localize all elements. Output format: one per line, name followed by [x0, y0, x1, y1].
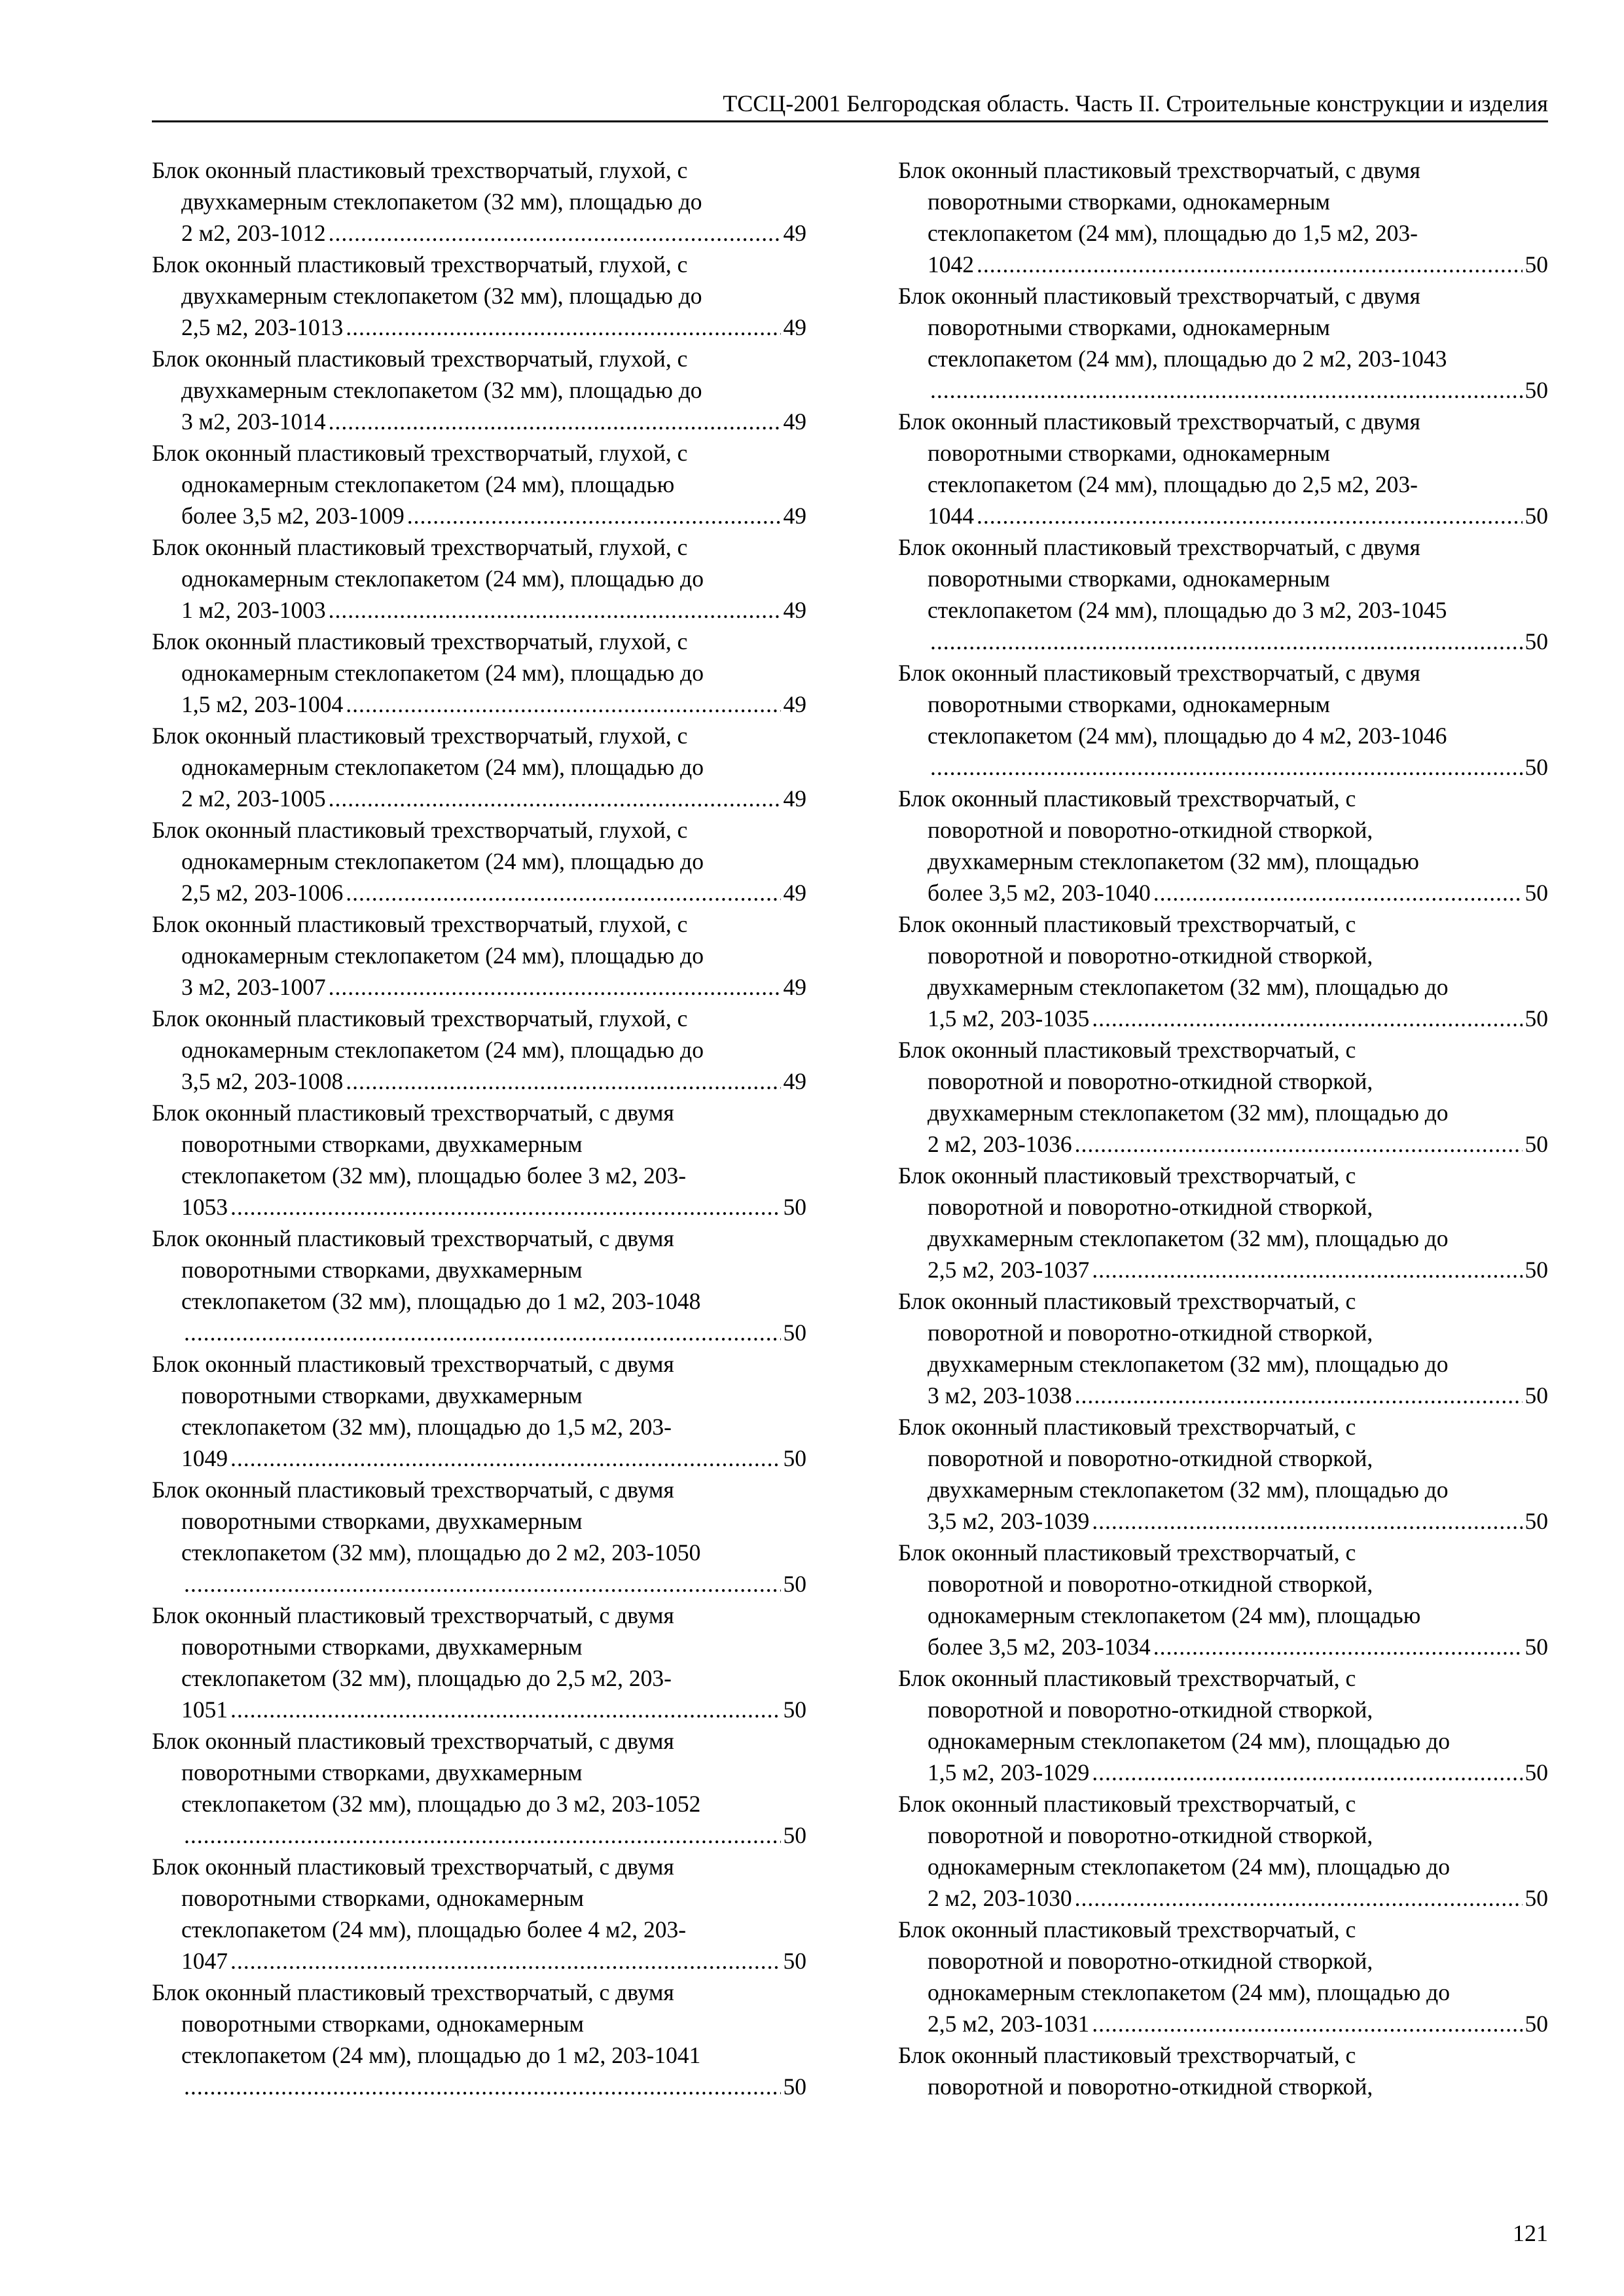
index-entry-line: Блок оконный пластиковый трехстворчатый, с двумя [152, 1854, 674, 1880]
index-entry-line: стеклопакетом (24 мм), площадью до 1,5 м2, 203- [928, 220, 1418, 246]
index-entry-line: Блок оконный пластиковый трехстворчатый, с двумя [898, 660, 1420, 686]
index-entry [152, 814, 806, 908]
index-entry [898, 1034, 1548, 1160]
index-entry [898, 154, 1548, 280]
dot-leader [1153, 1631, 1523, 1662]
index-entry-line: Блок оконный пластиковый трехстворчатый, с [898, 2042, 1356, 2068]
index-entry-text: 2 м2, 203-1012 [181, 220, 326, 246]
index-entry-line [152, 594, 806, 626]
index-entry-line [898, 1380, 1548, 1411]
index-entry-line: Блок оконный пластиковый трехстворчатый, с двумя [152, 1477, 674, 1503]
index-entry-line: Блок оконный пластиковый трехстворчатый, с двумя [898, 283, 1420, 309]
index-page-ref: 50 [1525, 754, 1548, 780]
dot-leader [1075, 1380, 1523, 1411]
index-entry-line: Блок оконный пластиковый трехстворчатый, с [898, 911, 1356, 937]
dot-leader [184, 2071, 781, 2102]
index-entry-text: 2,5 м2, 203-1031 [928, 2011, 1090, 2037]
index-entry-text: 3,5 м2, 203-1039 [928, 1508, 1090, 1534]
index-entry-line [898, 500, 1548, 531]
dot-leader [977, 500, 1523, 531]
index-entry [898, 783, 1548, 908]
index-entry-line [152, 1568, 806, 1600]
index-entry [152, 1097, 806, 1223]
index-entry [152, 626, 806, 720]
dot-leader [329, 406, 781, 437]
index-entry-line [898, 374, 1548, 406]
index-page-ref: 49 [783, 691, 806, 717]
index-entry [152, 154, 806, 249]
index-entry-line: поворотными створками, однокамерным [928, 440, 1331, 466]
index-page-ref: 50 [783, 1194, 806, 1220]
index-entry-text: более 3,5 м2, 203-1009 [181, 503, 405, 529]
index-entry-line: поворотной и поворотно-откидной створкой, [928, 1948, 1373, 1974]
index-page-ref: 49 [783, 880, 806, 906]
index-entry-line: Блок оконный пластиковый трехстворчатый, с двумя [898, 408, 1420, 435]
index-entry-line: Блок оконный пластиковый трехстворчатый, с двумя [898, 157, 1420, 183]
index-entry-text: 3 м2, 203-1007 [181, 974, 326, 1000]
index-entry-line: Блок оконный пластиковый трехстворчатый, с [898, 1414, 1356, 1440]
index-entry-line: Блок оконный пластиковый трехстворчатый, с [898, 1162, 1356, 1189]
dot-leader [230, 1945, 781, 1977]
index-page-ref: 50 [1525, 1885, 1548, 1911]
index-entry-line: Блок оконный пластиковый трехстворчатый, с [898, 1791, 1356, 1817]
index-entry-line [152, 2071, 806, 2102]
index-page-ref: 50 [783, 1319, 806, 1346]
dot-leader [407, 500, 781, 531]
index-entry-line: однокамерным стеклопакетом (24 мм), площадью до [928, 1979, 1450, 2005]
index-entry [898, 1160, 1548, 1285]
index-entry-line: поворотной и поворотно-откидной створкой, [928, 1194, 1373, 1220]
dot-leader [346, 877, 780, 908]
index-entry [898, 1411, 1548, 1537]
dot-leader [329, 594, 781, 626]
index-entry-line: двухкамерным стеклопакетом (32 мм), площадью до [181, 377, 702, 403]
index-entry-line: стеклопакетом (24 мм), площадью до 2 м2, 203-1043 [928, 346, 1447, 372]
index-entry-line [152, 1191, 806, 1223]
index-entry-line: однокамерным стеклопакетом (24 мм), площадью до [928, 1854, 1450, 1880]
index-entry [898, 1662, 1548, 1788]
page-number: 121 [1513, 2220, 1548, 2246]
index-page-ref: 50 [783, 1696, 806, 1723]
dot-leader [930, 374, 1523, 406]
index-entry-line [152, 783, 806, 814]
index-entry-line [152, 877, 806, 908]
dot-leader [1092, 1505, 1522, 1537]
index-entry-line: Блок оконный пластиковый трехстворчатый, глухой, с [152, 534, 688, 560]
index-entry [898, 531, 1548, 657]
index-entry [152, 1474, 806, 1600]
index-entry-text: более 3,5 м2, 203-1040 [928, 880, 1151, 906]
index-entry [898, 657, 1548, 783]
index-entry-line: Блок оконный пластиковый трехстворчатый, с [898, 785, 1356, 812]
index-entry-line: Блок оконный пластиковый трехстворчатый, глухой, с [152, 440, 688, 466]
index-entry-line: стеклопакетом (32 мм), площадью до 3 м2, 203-1052 [181, 1791, 701, 1817]
index-entry [152, 1725, 806, 1851]
index-entry-line [152, 1820, 806, 1851]
index-entry-text: 1051 [181, 1696, 228, 1723]
index-entry [152, 343, 806, 437]
index-entry [898, 1788, 1548, 1914]
dot-leader [1092, 1254, 1522, 1285]
index-entry-line: двухкамерным стеклопакетом (32 мм), площадью до [928, 1225, 1449, 1251]
index-entry-line: Блок оконный пластиковый трехстворчатый, с двумя [152, 1225, 674, 1251]
index-page-ref: 50 [1525, 628, 1548, 655]
dot-leader [346, 689, 780, 720]
index-entry [152, 1223, 806, 1348]
index-entry-line: поворотной и поворотно-откидной створкой, [928, 1822, 1373, 1848]
index-entry-line: Блок оконный пластиковый трехстворчатый, глухой, с [152, 628, 688, 655]
index-entry-text: 1,5 м2, 203-1004 [181, 691, 344, 717]
index-entry-line [898, 1882, 1548, 1914]
index-entry-line: однокамерным стеклопакетом (24 мм), площадью [181, 471, 675, 497]
index-entry-text: 1 м2, 203-1003 [181, 597, 326, 623]
index-entry-line: двухкамерным стеклопакетом (32 мм), площадью до [928, 974, 1449, 1000]
index-entry-line [152, 971, 806, 1003]
index-entry-line: двухкамерным стеклопакетом (32 мм), площадью до [181, 283, 702, 309]
index-entry-line [152, 1945, 806, 1977]
index-entry-line [898, 877, 1548, 908]
dot-leader [329, 783, 781, 814]
index-entry-text: 2,5 м2, 203-1037 [928, 1257, 1090, 1283]
dot-leader [230, 1191, 781, 1223]
index-entry [898, 1914, 1548, 2039]
index-entry-text: 2 м2, 203-1036 [928, 1131, 1072, 1157]
index-entry-line [898, 626, 1548, 657]
index-entry-text: 2 м2, 203-1005 [181, 785, 326, 812]
index-entry-line: поворотной и поворотно-откидной створкой, [928, 1445, 1373, 1471]
dot-leader [1075, 1128, 1523, 1160]
index-entry-line: однокамерным стеклопакетом (24 мм), площадью до [181, 1037, 704, 1063]
index-page-ref: 50 [1525, 1634, 1548, 1660]
index-page-ref: 50 [1525, 1759, 1548, 1785]
index-entry-line: Блок оконный пластиковый трехстворчатый, глухой, с [152, 251, 688, 278]
index-column-right [898, 154, 1548, 2102]
index-entry-line [898, 1631, 1548, 1662]
dot-leader [930, 626, 1523, 657]
index-entry-line: Блок оконный пластиковый трехстворчатый, глухой, с [152, 346, 688, 372]
index-page-ref: 49 [783, 314, 806, 340]
index-entry-line: Блок оконный пластиковый трехстворчатый, с [898, 1665, 1356, 1691]
index-entry [898, 908, 1548, 1034]
index-entry-line [152, 500, 806, 531]
index-entry-line [898, 1505, 1548, 1537]
index-entry-line: стеклопакетом (24 мм), площадью более 4 м2, 203- [181, 1916, 687, 1943]
index-entry-line [152, 406, 806, 437]
index-entry-line: поворотной и поворотно-откидной створкой, [928, 1319, 1373, 1346]
index-entry-line: поворотной и поворотно-откидной створкой, [928, 1068, 1373, 1094]
dot-leader [230, 1443, 781, 1474]
index-entry-line: стеклопакетом (32 мм), площадью до 1,5 м2, 203- [181, 1414, 672, 1440]
index-entry-line: поворотной и поворотно-откидной створкой, [928, 2073, 1373, 2100]
index-entry-line: Блок оконный пластиковый трехстворчатый, с двумя [152, 1979, 674, 2005]
index-page-ref: 49 [783, 1068, 806, 1094]
index-entry-line [152, 312, 806, 343]
index-entry-line: Блок оконный пластиковый трехстворчатый, с двумя [152, 1602, 674, 1628]
index-entry-text: 1049 [181, 1445, 228, 1471]
index-entry-line: однокамерным стеклопакетом (24 мм), площадью до [928, 1728, 1450, 1754]
index-entry-line: стеклопакетом (24 мм), площадью до 2,5 м2, 203- [928, 471, 1418, 497]
index-entry-line: Блок оконный пластиковый трехстворчатый, с двумя [898, 534, 1420, 560]
index-page-ref: 50 [1525, 1382, 1548, 1408]
index-entry [152, 249, 806, 343]
index-entry-line: поворотными створками, однокамерным [928, 691, 1331, 717]
dot-leader [346, 312, 780, 343]
dot-leader [329, 971, 781, 1003]
index-entry-text: 1047 [181, 1948, 228, 1974]
index-entry-text: 2 м2, 203-1030 [928, 1885, 1072, 1911]
dot-leader [184, 1820, 781, 1851]
index-entry-line [152, 1066, 806, 1097]
index-entry-line: стеклопакетом (32 мм), площадью до 2,5 м2, 203- [181, 1665, 672, 1691]
index-entry-line: поворотными створками, двухкамерным [181, 1131, 583, 1157]
index-page-ref: 50 [1525, 2011, 1548, 2037]
index-entry-line: стеклопакетом (24 мм), площадью до 4 м2, 203-1046 [928, 723, 1447, 749]
dot-leader [1092, 1757, 1522, 1788]
index-entry-line: поворотными створками, однокамерным [181, 1885, 585, 1911]
index-entry-line [152, 689, 806, 720]
index-entry-line [152, 1317, 806, 1348]
index-entry-line [898, 751, 1548, 783]
index-entry-line: Блок оконный пластиковый трехстворчатый, глухой, с [152, 817, 688, 843]
index-entry [152, 720, 806, 814]
index-entry-line: поворотной и поворотно-откидной створкой, [928, 942, 1373, 969]
index-entry-line: поворотными створками, двухкамерным [181, 1508, 583, 1534]
index-entry-line: Блок оконный пластиковый трехстворчатый, с двумя [152, 1351, 674, 1377]
index-page-ref: 50 [1525, 1257, 1548, 1283]
index-entry-line: стеклопакетом (32 мм), площадью более 3 м2, 203- [181, 1162, 687, 1189]
index-entry [898, 280, 1548, 406]
index-entry-line: поворотными створками, однокамерным [928, 188, 1331, 215]
header-rule [152, 120, 1548, 122]
index-entry-line: поворотными створками, однокамерным [928, 314, 1331, 340]
index-page-ref: 50 [1525, 377, 1548, 403]
index-entry-line: поворотной и поворотно-откидной створкой, [928, 1696, 1373, 1723]
index-page-ref: 49 [783, 408, 806, 435]
dot-leader [930, 751, 1523, 783]
index-entry-line [898, 249, 1548, 280]
index-entry-line [152, 217, 806, 249]
index-entry-text: 3 м2, 203-1014 [181, 408, 326, 435]
index-page-ref: 50 [783, 1822, 806, 1848]
index-entry [898, 1285, 1548, 1411]
dot-leader [1092, 2008, 1522, 2039]
dot-leader [329, 217, 781, 249]
dot-leader [1075, 1882, 1523, 1914]
index-entry-line [152, 1443, 806, 1474]
index-entry-line: стеклопакетом (24 мм), площадью до 3 м2, 203-1045 [928, 597, 1447, 623]
index-entry-line: поворотной и поворотно-откидной створкой, [928, 817, 1373, 843]
index-entry-line [898, 1128, 1548, 1160]
index-entry-text: 3 м2, 203-1038 [928, 1382, 1072, 1408]
index-entry-line: однокамерным стеклопакетом (24 мм), площадью до [181, 848, 704, 874]
index-page-ref: 50 [783, 1948, 806, 1974]
index-entry-line: однокамерным стеклопакетом (24 мм), площадью до [181, 565, 704, 592]
index-page-ref: 50 [783, 2073, 806, 2100]
index-entry-line [898, 1757, 1548, 1788]
dot-leader [1092, 1003, 1522, 1034]
index-entry-line: двухкамерным стеклопакетом (32 мм), площадью до [928, 1477, 1449, 1503]
index-entry [152, 908, 806, 1003]
index-page-ref: 49 [783, 597, 806, 623]
index-entry-line: стеклопакетом (32 мм), площадью до 1 м2, 203-1048 [181, 1288, 701, 1314]
index-entry-text: 3,5 м2, 203-1008 [181, 1068, 344, 1094]
index-entry-line: Блок оконный пластиковый трехстворчатый, глухой, с [152, 1005, 688, 1031]
index-page-ref: 50 [1525, 503, 1548, 529]
index-entry-line: стеклопакетом (24 мм), площадью до 1 м2, 203-1041 [181, 2042, 701, 2068]
index-page-ref: 50 [1525, 251, 1548, 278]
index-page-ref: 50 [783, 1445, 806, 1471]
index-entry-text: 2,5 м2, 203-1013 [181, 314, 344, 340]
index-page-ref: 50 [783, 1571, 806, 1597]
index-entry-line: однокамерным стеклопакетом (24 мм), площадью до [181, 660, 704, 686]
index-entry-text: 1044 [928, 503, 974, 529]
index-entry-text: более 3,5 м2, 203-1034 [928, 1634, 1151, 1660]
index-entry-line: Блок оконный пластиковый трехстворчатый, глухой, с [152, 723, 688, 749]
index-entry-line [898, 1003, 1548, 1034]
index-entry-line: поворотными створками, двухкамерным [181, 1257, 583, 1283]
index-entry-line: Блок оконный пластиковый трехстворчатый, с [898, 1288, 1356, 1314]
index-entry-line [898, 1254, 1548, 1285]
index-page-ref: 50 [1525, 1508, 1548, 1534]
index-entry [152, 1348, 806, 1474]
index-entry [898, 1537, 1548, 1662]
dot-leader [1153, 877, 1523, 908]
index-entry-line: Блок оконный пластиковый трехстворчатый, с [898, 1539, 1356, 1566]
index-entry-line: Блок оконный пластиковый трехстворчатый, глухой, с [152, 911, 688, 937]
index-entry [152, 531, 806, 626]
dot-leader [346, 1066, 780, 1097]
index-entry-line: однокамерным стеклопакетом (24 мм), площадью [928, 1602, 1421, 1628]
index-page-ref: 49 [783, 785, 806, 812]
index-entry-line: поворотными створками, двухкамерным [181, 1634, 583, 1660]
index-entry-text: 1042 [928, 251, 974, 278]
index-entry [152, 1600, 806, 1725]
index-entry-line: двухкамерным стеклопакетом (32 мм), площадью до [928, 1351, 1449, 1377]
index-entry-line [152, 1694, 806, 1725]
dot-leader [184, 1568, 781, 1600]
index-entry-line: Блок оконный пластиковый трехстворчатый, с двумя [152, 1100, 674, 1126]
index-entry [152, 1003, 806, 1097]
index-entry-line: двухкамерным стеклопакетом (32 мм), площадью до [181, 188, 702, 215]
index-entry [898, 2039, 1548, 2102]
index-entry-text: 1,5 м2, 203-1035 [928, 1005, 1090, 1031]
index-entry [152, 1977, 806, 2102]
index-page-ref: 49 [783, 220, 806, 246]
index-entry-line: поворотными створками, двухкамерным [181, 1382, 583, 1408]
index-page-ref: 49 [783, 974, 806, 1000]
index-column-left [152, 154, 806, 2102]
index-entry-line: поворотными створками, однокамерным [181, 2011, 585, 2037]
index-entry-line: стеклопакетом (32 мм), площадью до 2 м2, 203-1050 [181, 1539, 701, 1566]
index-entry [898, 406, 1548, 531]
index-entry-text: 1,5 м2, 203-1029 [928, 1759, 1090, 1785]
index-page-ref: 50 [1525, 1005, 1548, 1031]
dot-leader [184, 1317, 781, 1348]
index-page-ref: 50 [1525, 1131, 1548, 1157]
index-entry-line: Блок оконный пластиковый трехстворчатый, с двумя [152, 1728, 674, 1754]
index-entry-text: 2,5 м2, 203-1006 [181, 880, 344, 906]
index-entry-line: однокамерным стеклопакетом (24 мм), площадью до [181, 754, 704, 780]
index-page-ref: 50 [1525, 880, 1548, 906]
index-entry-line: Блок оконный пластиковый трехстворчатый, глухой, с [152, 157, 688, 183]
index-entry-line: поворотными створками, однокамерным [928, 565, 1331, 592]
index-entry-line [898, 2008, 1548, 2039]
index-entry-line: двухкамерным стеклопакетом (32 мм), площадью [928, 848, 1419, 874]
index-entry-line: Блок оконный пластиковый трехстворчатый, с [898, 1916, 1356, 1943]
index-entry-line: однокамерным стеклопакетом (24 мм), площадью до [181, 942, 704, 969]
dot-leader [230, 1694, 781, 1725]
index-entry-line: поворотной и поворотно-откидной створкой, [928, 1571, 1373, 1597]
index-entry-line: поворотными створками, двухкамерным [181, 1759, 583, 1785]
index-entry [152, 437, 806, 531]
index-entry-line: Блок оконный пластиковый трехстворчатый, с [898, 1037, 1356, 1063]
running-header: ТССЦ-2001 Белгородская область. Часть II. Строительные конструкции и изделия [723, 90, 1548, 117]
dot-leader [977, 249, 1523, 280]
index-entry [152, 1851, 806, 1977]
index-entry-text: 1053 [181, 1194, 228, 1220]
index-page-ref: 49 [783, 503, 806, 529]
index-entry-line: двухкамерным стеклопакетом (32 мм), площадью до [928, 1100, 1449, 1126]
